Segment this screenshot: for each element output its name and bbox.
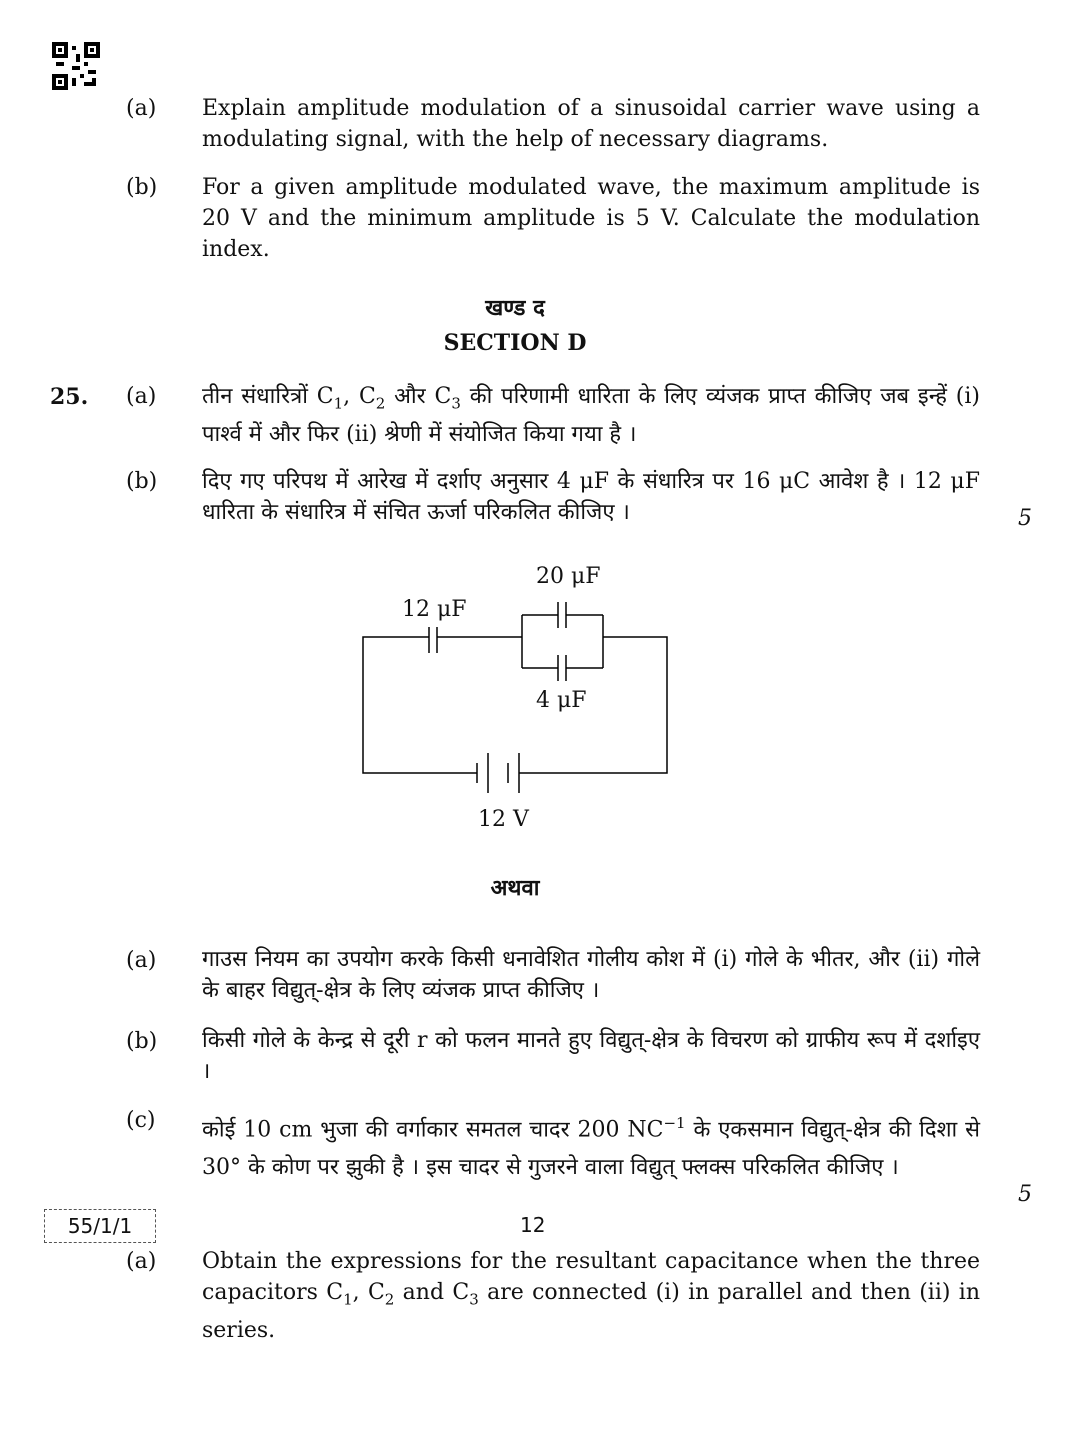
part-label: (b) (126, 469, 158, 494)
question-text: दिए गए परिपथ में आरेख में दर्शाए अनुसार 4 μF के संधारित्र पर 16 μC आवेश है । 12 μF धारिता के संधारित्र में संचित ऊर्जा परिकलित कीजिए । (202, 469, 980, 525)
question-text: कोई 10 cm भुजा की वर्गाकार समतल चादर 200 $NC^{-1}$ के एकसमान विद्युत्-क्षेत्र की दिशा से 30° के कोण पर झुकी है । इस चादर से गुजरने वाला विद्युत् फ्लक्स परिकलित कीजिए । (202, 1114, 980, 1181)
question-number: 25. (50, 384, 89, 410)
part-label: (a) (126, 948, 157, 973)
capacitor-12uf-label: 12 μF (402, 597, 467, 622)
part-label: (c) (126, 1108, 156, 1133)
question-text: Obtain the expressions for the resultant capacitance when the three capacitors $C_1$, $C_2$ and $C_3$ are connected (i) in parallel and then (ii) in series. (202, 1249, 980, 1344)
question-text: किसी गोले के केन्द्र से दूरी r को फलन मानते हुए विद्युत्-क्षेत्र के विचरण को ग्राफीय रूप में दर्शाइए । (202, 1028, 980, 1084)
question-text: गाउस नियम का उपयोग करके किसी धनावेशित गोलीय कोश में (i) गोले के भीतर, और (ii) गोले के बाहर विद्युत्-क्षेत्र के लिए व्यंजक प्राप्त कीजिए । (202, 947, 980, 1003)
question-text: Explain amplitude modulation of a sinusoidal carrier wave using a modulating signal, with the help of necessary diagrams. (202, 96, 980, 152)
paper-code: 55/1/1 (44, 1209, 156, 1243)
page-number: 12 (520, 1213, 546, 1237)
part-label: (b) (126, 175, 158, 200)
qr-code-image (52, 42, 100, 90)
battery-12v-label: 12 V (478, 807, 529, 832)
part-label: (a) (126, 384, 157, 409)
section-heading-english: SECTION D (443, 330, 587, 356)
part-label: (b) (126, 1029, 158, 1054)
capacitor-20uf-label: 20 μF (536, 564, 601, 589)
marks: 5 (1018, 506, 1032, 531)
marks: 5 (1018, 1182, 1032, 1207)
capacitor-4uf-label: 4 μF (536, 688, 587, 713)
or-heading: अथवा (490, 875, 540, 901)
part-label: (a) (126, 1249, 157, 1274)
question-text: For a given amplitude modulated wave, the maximum amplitude is 20 V and the minimum amplitude is 5 V. Calculate the modulation index. (202, 175, 980, 262)
circuit-diagram (340, 555, 700, 845)
circuit-svg (340, 555, 700, 845)
part-label: (a) (126, 96, 157, 121)
question-text: तीन संधारित्रों $C_1$, $C_2$ और $C_3$ की परिणामी धारिता के लिए व्यंजक प्राप्त कीजिए जब इन्हें (i) पार्श्व में और फिर (ii) श्रेणी में संयोजित किया गया है । (202, 384, 981, 448)
section-heading-hindi: खण्ड द (485, 295, 545, 321)
